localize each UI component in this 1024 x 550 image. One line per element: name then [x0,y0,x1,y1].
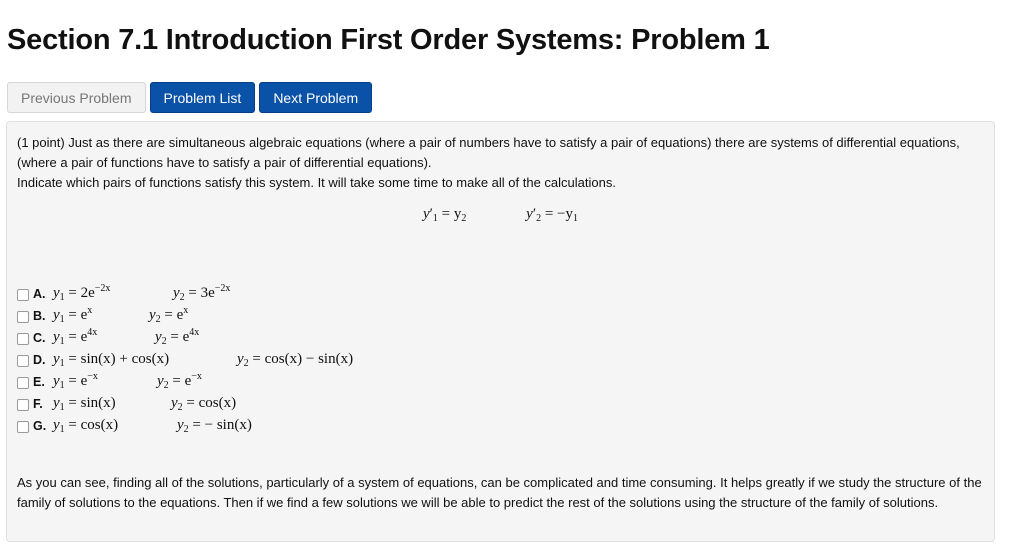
answer-option-d[interactable] [17,350,717,372]
option-letter: G. [33,419,47,433]
option-y1: $y_1 = e^{4x}$ [53,327,98,347]
y2-value: = cos(x) [186,395,237,411]
differential-system [7,206,994,223]
system-eq1-rhs: = y [441,206,462,222]
option-letter: B. [33,309,46,323]
option-y2: $y_2 = \cos(x)$ [171,395,237,413]
y1-value: = e [68,373,88,389]
y2-exponent: −2x [214,283,231,294]
checkbox-f[interactable] [17,399,29,411]
option-y1: $y_1 = \sin(x) + \cos(x)$ [53,351,170,369]
option-y2: $y_2 = 3e^{-2x}$ [173,283,231,303]
page-title: Section 7.1 Introduction First Order Systems: Problem 1 [7,24,770,56]
y2-exponent: x [183,305,189,316]
option-y2: $y_2 = e^{-x}$ [157,371,202,391]
problem-outro: As you can see, finding all of the solutions, particularly of a system of equations, can be complicated and time consuming. It helps greatly if we study the structure of the family of solutions to the equations. Then if we find a few solutions we will be able to predict the rest of the solutions using the structure of the family of solutions. [17,475,982,510]
system-equation-1: $y'_1 = y_2$ [422,206,467,224]
checkbox-c[interactable] [17,333,29,345]
y1-value: = cos(x) [68,417,119,433]
next-problem-button[interactable]: Next Problem [259,82,372,113]
checkbox-b[interactable] [17,311,29,323]
checkbox-d[interactable] [17,355,29,367]
option-letter: E. [33,375,45,389]
previous-problem-button[interactable]: Previous Problem [7,82,146,113]
y2-exponent: 4x [189,327,200,338]
y1-exponent: −x [87,371,98,382]
intro-text-1: (1 point) Just as there are simultaneous algebraic equations (where a pair of numbers have to satisfy a pair of equations) there are systems of differential equations, (where a pair of functions have to satisfy a pair of differential equations). [17,135,960,170]
y1-exponent: 4x [87,327,98,338]
option-y1: $y_1 = e^{-x}$ [53,371,98,391]
y2-exponent: −x [191,371,202,382]
checkbox-a[interactable] [17,289,29,301]
option-y1: $y_1 = \cos(x)$ [53,417,119,435]
answer-option-e[interactable] [17,372,717,394]
answer-option-a[interactable] [17,284,717,306]
option-letter: A. [33,287,46,301]
answer-option-f[interactable] [17,394,717,416]
intro-text-2: Indicate which pairs of functions satisfy this system. It will take some time to make all of the calculations. [17,175,616,190]
option-y1: $y_1 = e^x$ [53,305,93,325]
y1-value: = sin(x) + cos(x) [68,351,170,367]
y1-value: = e [68,307,88,323]
option-y2: $y_2 = e^x$ [149,305,189,325]
option-letter: D. [33,353,46,367]
checkbox-g[interactable] [17,421,29,433]
option-y1: $y_1 = \sin(x)$ [53,395,116,413]
answer-options [17,284,717,438]
y2-value: = e [172,373,192,389]
y2-value: = 3e [188,285,215,301]
y1-exponent: −2x [94,283,111,294]
option-y2: $y_2$ = − sin(x) [177,417,252,435]
checkbox-e[interactable] [17,377,29,389]
system-eq2-rhs: = −y [544,206,574,222]
system-equation-2: $y'_2 = -y_1$ [526,206,579,224]
y2-value: = e [170,329,190,345]
answer-option-g[interactable] [17,416,717,438]
option-y2: $y_2 = e^{4x}$ [155,327,200,347]
y1-exponent: x [87,305,93,316]
problem-intro [17,133,982,193]
option-letter: C. [33,331,46,345]
answer-option-b[interactable] [17,306,717,328]
answer-option-c[interactable] [17,328,717,350]
y2-value: = e [164,307,184,323]
y1-value: = 2e [68,285,95,301]
option-letter: F. [33,397,43,411]
y1-value: = e [68,329,88,345]
problem-list-button[interactable]: Problem List [150,82,256,113]
problem-nav [7,82,372,113]
problem-panel [6,121,995,542]
option-y1: $y_1 = 2e^{-2x}$ [53,283,111,303]
option-y2: $y_2 = \cos(x) - \sin(x)$ [237,351,354,369]
y2-value: = cos(x) − sin(x) [252,351,354,367]
y1-value: = sin(x) [68,395,116,411]
y2-value: = − sin(x) [192,417,252,433]
